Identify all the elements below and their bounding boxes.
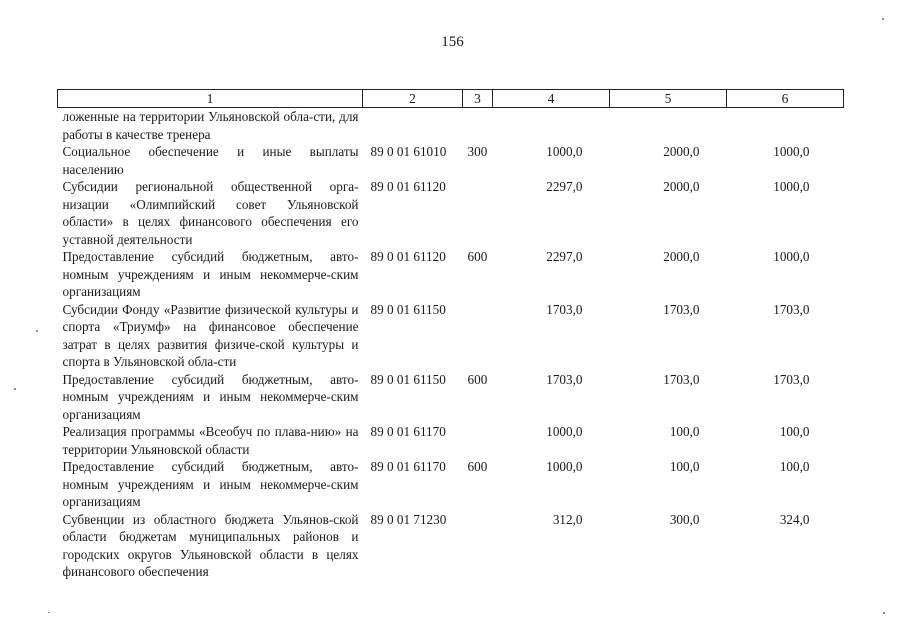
row-value-2: 300,0	[669, 511, 700, 527]
table-row	[58, 248, 844, 301]
row-value-2: 2000,0	[663, 249, 700, 264]
row-vr: 300	[467, 144, 488, 159]
row-value-1: 1000,0	[546, 424, 583, 439]
row-value-1: 1000,0	[546, 459, 583, 474]
row-value-3: 100,0	[779, 459, 810, 474]
table-row	[58, 143, 844, 178]
row-value-3: 1703,0	[773, 301, 810, 317]
row-value-1: 312,0	[552, 511, 583, 527]
row-value-3	[727, 108, 844, 144]
row-value-2: 2000,0	[663, 144, 700, 159]
header-col-5: 5	[610, 90, 727, 108]
row-name: ложенные на территории Ульяновской обла-сти, для работы в качестве тренера	[62, 109, 359, 142]
row-name: Предоставление субсидий бюджетным, авто-номным учреждениям и иным некоммерче-ским организациям	[62, 249, 359, 299]
row-value-3: 1000,0	[773, 179, 810, 194]
row-value-2	[610, 108, 727, 144]
row-vr	[463, 178, 493, 248]
row-name: Субсидии региональной общественной орга-низации «Олимпийский совет Ульяновской области» в целях финансового обеспечения его уставной деятельности	[62, 179, 359, 247]
row-value-2: 100,0	[669, 424, 700, 439]
row-value-3: 324,0	[779, 511, 810, 527]
scan-speck	[882, 18, 884, 20]
row-kbk	[363, 108, 463, 144]
scan-speck	[883, 612, 885, 614]
header-col-1: 1	[58, 90, 363, 108]
row-value-1: 1703,0	[546, 301, 583, 317]
scan-speck	[36, 330, 38, 332]
row-name: Реализация программы «Всеобуч по плава-нию» на территории Ульяновской области	[62, 424, 359, 457]
row-vr: 600	[467, 371, 488, 387]
row-kbk: 89 0 01 71230	[370, 511, 447, 527]
row-value-3: 1000,0	[773, 144, 810, 159]
table-row	[58, 511, 844, 581]
row-value-3: 100,0	[779, 424, 810, 439]
table-row	[58, 301, 844, 371]
row-vr	[463, 423, 493, 458]
row-name: Субвенции из областного бюджета Ульянов-ской области бюджетам муниципальных районов и городских округов Ульяновской области в целях финансового обеспечения	[62, 511, 359, 579]
budget-table	[57, 89, 844, 581]
header-row	[58, 90, 844, 108]
scan-speck	[48, 612, 50, 613]
table-row	[58, 423, 844, 458]
row-name: Предоставление субсидий бюджетным, авто-номным учреждениям и иным некоммерче-ским организациям	[62, 371, 359, 422]
row-kbk: 89 0 01 61150	[370, 301, 446, 317]
row-value-2: 1703,0	[663, 301, 700, 317]
header-col-4: 4	[493, 90, 610, 108]
row-kbk: 89 0 01 61010	[370, 144, 447, 159]
row-vr	[463, 108, 493, 144]
row-kbk: 89 0 01 61120	[370, 249, 446, 264]
header-col-3: 3	[463, 90, 493, 108]
row-vr	[463, 301, 493, 371]
row-vr: 600	[467, 459, 488, 474]
row-value-1: 2297,0	[546, 249, 583, 264]
header-col-2: 2	[363, 90, 463, 108]
row-value-2: 100,0	[669, 459, 700, 474]
budget-table-wrapper	[57, 89, 843, 581]
table-body	[58, 108, 844, 581]
row-value-1: 2297,0	[546, 179, 583, 194]
row-value-1: 1000,0	[546, 144, 583, 159]
table-row	[58, 108, 844, 144]
row-value-3: 1000,0	[773, 249, 810, 264]
row-vr	[463, 511, 493, 581]
row-value-1: 1703,0	[546, 371, 583, 387]
row-kbk: 89 0 01 61120	[370, 179, 446, 194]
page-number: 156	[441, 34, 464, 50]
row-name: Предоставление субсидий бюджетным, авто-номным учреждениям и иным некоммерче-ским организациям	[62, 459, 359, 509]
row-kbk: 89 0 01 61150	[370, 371, 446, 387]
table-row	[58, 178, 844, 248]
row-kbk: 89 0 01 61170	[370, 459, 446, 474]
table-row	[58, 371, 844, 424]
table-row	[58, 458, 844, 511]
row-name: Социальное обеспечение и иные выплаты населению	[62, 144, 359, 177]
row-kbk: 89 0 01 61170	[370, 424, 446, 439]
row-name: Субсидии Фонду «Развитие физической культуры и спорта «Триумф» на финансовое обеспечение затрат в целях развития физиче-ской культуры и спорта в Ульяновской обла-сти	[62, 301, 359, 369]
row-value-3: 1703,0	[773, 371, 810, 387]
row-value-1	[493, 108, 610, 144]
row-value-2: 2000,0	[663, 179, 700, 194]
table-header	[58, 90, 844, 108]
row-value-2: 1703,0	[663, 371, 700, 387]
header-col-6: 6	[727, 90, 844, 108]
row-vr: 600	[467, 249, 488, 264]
scan-speck	[14, 388, 16, 390]
